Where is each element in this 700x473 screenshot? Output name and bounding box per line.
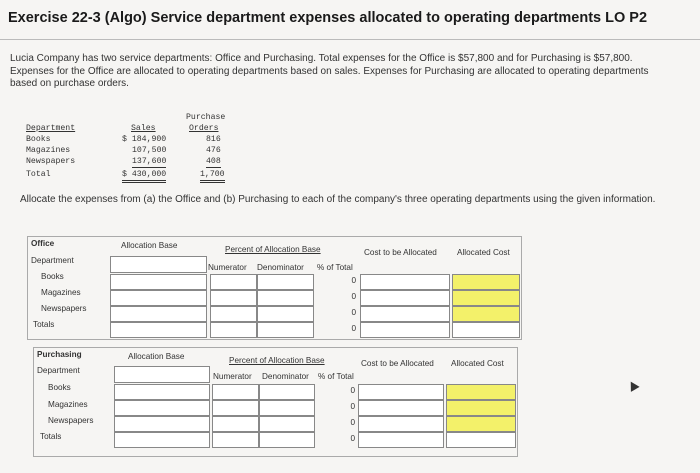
purchasing-numerator-input[interactable] (212, 400, 259, 416)
office-denominator-header: Denominator (257, 263, 304, 272)
office-numerator-input[interactable] (210, 306, 257, 322)
purchasing-denominator-header: Denominator (262, 372, 309, 381)
purchasing-cost-input[interactable] (358, 400, 444, 416)
office-percent-header: Percent of Allocation Base (225, 245, 321, 254)
office-allocated-cost-cell[interactable] (452, 274, 520, 290)
row-po: 408 (206, 157, 221, 166)
office-dept-input[interactable] (110, 290, 207, 306)
office-denominator-input[interactable] (110, 274, 207, 290)
purchasing-numerator-input[interactable] (212, 416, 259, 432)
office-section-label: Office (31, 239, 55, 248)
purchasing-allocation-base-input[interactable] (114, 384, 210, 400)
office-allocated-cost-header: Allocated Cost (457, 248, 510, 257)
purchasing-pct-value: 0 (350, 402, 355, 411)
purchasing-department-label: Department (37, 366, 80, 375)
purchasing-row-magazines: Magazines (48, 400, 88, 409)
row-sales: 107,500 (132, 146, 167, 155)
purchasing-totals-numerator-input[interactable] (212, 432, 259, 448)
purchasing-dept-input[interactable] (114, 366, 210, 383)
purchasing-allocation-base-input[interactable] (114, 416, 210, 432)
office-allocation-base-header: Allocation Base (121, 241, 178, 250)
purchasing-numerator-header: Numerator (213, 372, 252, 381)
office-dept-input[interactable] (110, 256, 207, 273)
office-numerator-input[interactable] (210, 290, 257, 306)
purchasing-row-totals: Totals (40, 432, 62, 441)
col-header-sales: Sales (131, 124, 156, 133)
office-allocated-cost-cell[interactable] (452, 290, 520, 306)
office-totals-denominator-input[interactable] (257, 322, 314, 338)
row-sales: 137,600 (132, 157, 167, 166)
col-header-purchase: Purchase (186, 113, 226, 122)
office-dept-input[interactable] (110, 306, 207, 322)
office-denominator-input[interactable] (257, 306, 314, 322)
purchasing-pct-total-header: % of Total (318, 372, 354, 381)
office-pct-total-header: % of Total (317, 263, 353, 272)
office-row-magazines: Magazines (41, 288, 81, 297)
purchasing-pct-total-value: 0 (350, 434, 355, 443)
purchasing-totals-denominator-input[interactable] (259, 432, 315, 448)
purchasing-denominator-input[interactable] (259, 400, 315, 416)
purchasing-denominator-input[interactable] (259, 384, 315, 400)
row-dept: Books (26, 135, 51, 144)
office-department-label: Department (31, 256, 74, 265)
office-numerator-input[interactable] (257, 274, 314, 290)
office-cost-input[interactable] (360, 274, 450, 290)
purchasing-allocation-base-input[interactable] (114, 400, 210, 416)
purchasing-allocation-base-header: Allocation Base (128, 352, 185, 361)
office-pct-value: 0 (351, 292, 356, 301)
col-header-department: Department (26, 124, 76, 133)
purchasing-allocated-cost-cell[interactable] (446, 384, 516, 400)
purchasing-row-books: Books (48, 383, 71, 392)
mouse-pointer-icon (626, 379, 639, 392)
purchasing-cost-input[interactable] (358, 384, 444, 400)
purchasing-denominator-input[interactable] (259, 416, 315, 432)
purchasing-row-newspapers: Newspapers (48, 416, 94, 425)
col-header-orders: Orders (189, 124, 219, 133)
office-denominator-input[interactable] (257, 290, 314, 306)
row-sales: $ 184,900 (122, 135, 167, 144)
office-totals-cost-input[interactable] (360, 322, 450, 338)
purchasing-allocated-cost-header: Allocated Cost (451, 359, 504, 368)
office-totals-numerator-input[interactable] (210, 322, 257, 338)
office-pct-total-value: 0 (351, 324, 356, 333)
purchasing-pct-value: 0 (350, 418, 355, 427)
office-pct-value: 0 (351, 308, 356, 317)
purchasing-section-label: Purchasing (37, 350, 82, 359)
purchasing-numerator-input[interactable] (212, 384, 259, 400)
office-totals-allocated-cell[interactable] (452, 322, 520, 338)
office-allocated-cost-cell[interactable] (452, 306, 520, 322)
instructions-text: Allocate the expenses from (a) the Office and (b) Purchasing to each of the company's three operating departments using the given information. (20, 194, 656, 205)
office-numerator-header: Numerator (208, 263, 247, 272)
row-sales: $ 430,000 (122, 169, 166, 183)
office-row-newspapers: Newspapers (41, 304, 87, 313)
purchasing-totals-allocated-cell[interactable] (446, 432, 516, 448)
purchasing-cost-to-allocate-header: Cost to be Allocated (361, 359, 434, 368)
purchasing-allocated-cost-cell[interactable] (446, 400, 516, 416)
divider (0, 39, 700, 40)
row-po: 1,700 (200, 169, 225, 183)
row-po: 816 (206, 135, 221, 144)
office-allocation-base-input[interactable] (210, 274, 257, 290)
office-cost-to-allocate-header: Cost to be Allocated (364, 248, 437, 257)
intro-text: Lucia Company has two service departments: Office and Purchasing. Total expenses for the Office is $57,800 and for Purchasing is $57,800. Expenses for the Office are allocated to operating departments based on sales. Expenses for Purchasing are allocated to operating departments based on purchase orders. (10, 53, 649, 89)
office-cost-input[interactable] (360, 306, 450, 322)
office-cost-input[interactable] (360, 290, 450, 306)
row-dept: Magazines (26, 146, 71, 155)
purchasing-pct-value: 0 (350, 386, 355, 395)
office-row-books: Books (41, 272, 64, 281)
page-title: Exercise 22-3 (Algo) Service department expenses allocated to operating departments LO P2 (8, 10, 648, 26)
office-pct-value: 0 (351, 276, 356, 285)
purchasing-totals-base-input[interactable] (114, 432, 210, 448)
purchasing-allocated-cost-cell[interactable] (446, 416, 516, 432)
purchasing-percent-header: Percent of Allocation Base (229, 356, 325, 365)
purchasing-cost-input[interactable] (358, 416, 444, 432)
office-row-totals: Totals (33, 320, 55, 329)
row-dept: Newspapers (26, 157, 76, 166)
purchasing-totals-cost-input[interactable] (358, 432, 444, 448)
row-po: 476 (206, 146, 221, 155)
row-dept: Total (26, 170, 51, 179)
office-totals-base-input[interactable] (110, 322, 207, 338)
